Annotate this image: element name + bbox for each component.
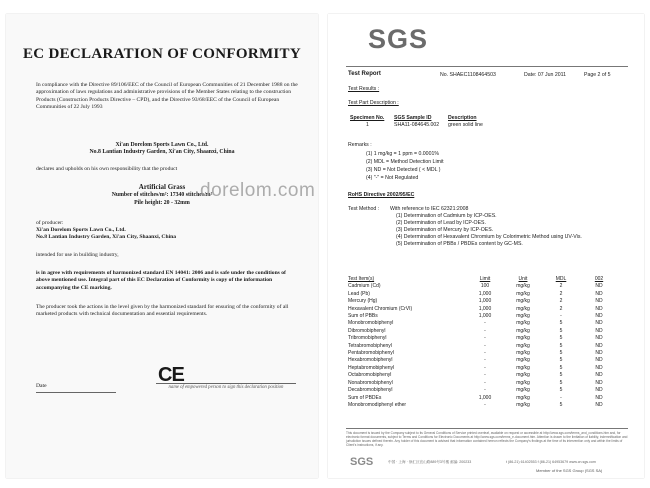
- cell: 2: [559, 283, 563, 290]
- cell: 5: [559, 350, 563, 357]
- cell: 5: [559, 401, 563, 408]
- results-table: [348, 276, 618, 409]
- declaration-title: EC DECLARATION OF CONFORMITY: [23, 46, 301, 62]
- cell: mg/kg: [516, 364, 530, 371]
- cell: mg/kg: [516, 387, 530, 394]
- cell: 2: [559, 305, 563, 312]
- ce-mark: CE: [158, 364, 184, 386]
- cell: Nonabromobiphenyl: [348, 379, 393, 386]
- cell: Mercury (Hg): [348, 298, 378, 305]
- page-number: Page 2 of 5: [584, 72, 611, 78]
- results-header-row: [348, 276, 618, 283]
- cell: 1,000: [478, 290, 492, 297]
- table-row: [348, 380, 618, 387]
- cell: mg/kg: [516, 313, 530, 320]
- remark-item: (2) MDL = Method Detection Limit: [366, 159, 444, 165]
- spec-specimen-no: 1: [366, 122, 369, 128]
- rohs-title: RoHS Directive 2002/95/EC: [348, 192, 415, 198]
- test-results-label: Test Results :: [348, 86, 380, 92]
- cell: Hexavalent Chromium (CrVI): [348, 305, 413, 312]
- cell: Decabromobiphenyl: [348, 387, 393, 394]
- cell: ND: [595, 290, 603, 297]
- cell: Heptabromobiphenyl: [348, 364, 395, 371]
- cell: -: [560, 394, 562, 401]
- table-row: [348, 320, 618, 327]
- cell: 5: [559, 320, 563, 327]
- ec-declaration-page: [6, 14, 318, 478]
- report-title: Test Report: [348, 71, 381, 77]
- table-row: [348, 313, 618, 320]
- cell: ND: [595, 401, 603, 408]
- declares-text: declares and upholds on his own responsibility that the product: [36, 166, 178, 172]
- directive-intro: In compliance with the Directive 89/106/EEC of the Council of European Communities of 21 December 1988 on the approximation of laws regulations and administrative provisions of the Member States relating to the construction Products (Construction Products Directive – CPD), and the Directive 93/68/EEC of the Council of European Communities of 22 July 1993: [36, 82, 298, 111]
- cell: 5: [559, 372, 563, 379]
- table-row: [348, 298, 618, 305]
- test-method-item: (1) Determination of Cadmium by ICP-OES.: [396, 213, 497, 219]
- cell: mg/kg: [516, 357, 530, 364]
- signature-line: [156, 383, 296, 384]
- test-part-desc-label: Test Part Description :: [348, 100, 399, 106]
- cell: mg/kg: [516, 305, 530, 312]
- test-method-item: (3) Determination of Mercury by ICP-OES.: [396, 227, 494, 233]
- footer-sgs-logo: SGS: [350, 456, 374, 468]
- cell: ND: [595, 283, 603, 290]
- cell: mg/kg: [516, 394, 530, 401]
- cell: ND: [595, 372, 603, 379]
- test-method-item: (5) Determination of PBBs / PBDEs content by GC-MS.: [396, 241, 523, 247]
- cell: 5: [559, 364, 563, 371]
- cell: -: [484, 372, 486, 379]
- cell: ND: [595, 320, 603, 327]
- cell: ND: [595, 298, 603, 305]
- cell: mg/kg: [516, 290, 530, 297]
- cell: 2: [559, 290, 563, 297]
- cell: Tetrabromobiphenyl: [348, 342, 392, 349]
- cell: 5: [559, 342, 563, 349]
- report-number: No. SHAEC1108464503: [440, 72, 496, 78]
- producer-note: The producer took the actions in the level given by the harmonized standard for ensuring of the conformity of all marketed products with technical documentation and essential requirements.: [36, 304, 289, 318]
- cell: 1,000: [478, 305, 492, 312]
- watermark: dorelom.com: [200, 180, 316, 201]
- cell: 5: [559, 387, 563, 394]
- signature-caption: name of empowered person to sign this declaration position: [168, 385, 284, 390]
- company-name: Xi'an Dorelom Sports Lawn Co., Ltd.: [115, 142, 209, 148]
- producer-company: Xi'an Dorelom Sports Lawn Co., Ltd.: [36, 227, 126, 233]
- col-unit: Unit: [518, 276, 528, 282]
- cell: ND: [595, 313, 603, 320]
- cell: 2: [559, 298, 563, 305]
- cell: mg/kg: [516, 320, 530, 327]
- sgs-logo: SGS: [368, 24, 429, 54]
- cell: Pentabromobiphenyl: [348, 350, 394, 357]
- cell: -: [560, 313, 562, 320]
- spec-description: green solid line: [448, 122, 483, 128]
- cell: Monobromodiphenyl ether: [348, 401, 407, 408]
- table-row: [348, 387, 618, 394]
- cell: 5: [559, 335, 563, 342]
- cell: mg/kg: [516, 327, 530, 334]
- cell: ND: [595, 305, 603, 312]
- table-row: [348, 335, 618, 342]
- cell: mg/kg: [516, 335, 530, 342]
- remark-item: (4) "-" = Not Regulated: [366, 175, 419, 181]
- table-row: [348, 365, 618, 372]
- cell: Lead (Pb): [348, 290, 370, 297]
- cell: Sum of PBDEs: [348, 394, 382, 401]
- cell: mg/kg: [516, 379, 530, 386]
- cell: Monobromobiphenyl: [348, 320, 394, 327]
- cell: 1,000: [478, 313, 492, 320]
- cell: ND: [595, 379, 603, 386]
- cell: 1,000: [478, 298, 492, 305]
- cell: 5: [559, 379, 563, 386]
- footer-phone: t (86-21) 61402553 f (86-21) 64953679 www.cn.sgs.com: [506, 460, 596, 464]
- cell: -: [484, 342, 486, 349]
- table-row: [348, 357, 618, 364]
- table-row: [348, 372, 618, 379]
- cell: mg/kg: [516, 298, 530, 305]
- spec-header-specimen: Specimen No.: [350, 115, 385, 121]
- cell: -: [484, 364, 486, 371]
- spec-header-description: Description: [448, 115, 477, 121]
- cell: -: [484, 379, 486, 386]
- cell: ND: [595, 327, 603, 334]
- cell: Sum of PBBs: [348, 313, 378, 320]
- footer-address: 中国 · 上海 · 徐汇区宜山路889号3号楼 邮编: 200233: [388, 460, 472, 464]
- cell: 1,000: [478, 394, 492, 401]
- header-rule: [346, 66, 628, 67]
- product-name: Artificial Grass: [138, 183, 186, 191]
- producer-address: No.8 Lantian Industry Garden, Xi'an City, Shaanxi, China: [36, 234, 177, 240]
- cell: ND: [595, 335, 603, 342]
- remarks-label: Remarks :: [348, 142, 372, 148]
- test-method-label: Test Method :: [348, 206, 380, 212]
- col-limit: Limit: [479, 276, 491, 282]
- table-row: [348, 402, 618, 409]
- cell: -: [484, 335, 486, 342]
- cell: 5: [559, 357, 563, 364]
- date-label: Date: [36, 383, 47, 389]
- product-pile-height: Pile height: 20 - 32mm: [134, 200, 190, 206]
- remark-item: (3) ND = Not Detected ( < MDL ): [366, 167, 441, 173]
- cell: mg/kg: [516, 283, 530, 290]
- test-method-item: (4) Determination of Hexavalent Chromium by Colorimetric Method using UV-Vis.: [396, 234, 582, 240]
- table-row: [348, 343, 618, 350]
- table-row: [348, 306, 618, 313]
- cell: ND: [595, 394, 603, 401]
- cell: ND: [595, 357, 603, 364]
- col-mdl: MDL: [555, 276, 567, 282]
- cell: mg/kg: [516, 372, 530, 379]
- test-method-item: With reference to IEC 62321:2008: [390, 206, 469, 212]
- table-row: [348, 350, 618, 357]
- cell: -: [484, 327, 486, 334]
- cell: Tribromobiphenyl: [348, 335, 387, 342]
- cell: ND: [595, 350, 603, 357]
- member-of-sgs: Member of the SGS Group (SGS SA): [536, 468, 603, 473]
- cell: -: [484, 401, 486, 408]
- cell: ND: [595, 342, 603, 349]
- test-method-item: (2) Determination of Lead by ICP-OES.: [396, 220, 486, 226]
- table-row: [348, 395, 618, 402]
- cell: Octabromobiphenyl: [348, 372, 392, 379]
- footer-rule: [346, 428, 628, 429]
- table-row: [348, 328, 618, 335]
- cell: -: [484, 350, 486, 357]
- date-line: [36, 392, 116, 393]
- product-stitches: Number of stitches/m²: 17340 stitches/m²: [111, 192, 213, 198]
- company-address: No.8 Lantian Industry Garden, Xi'an City, Shaanxi, China: [89, 149, 235, 155]
- sgs-test-report-page: [328, 14, 644, 478]
- cell: Dibromobiphenyl: [348, 327, 386, 334]
- cell: mg/kg: [516, 401, 530, 408]
- report-date: Date: 07 Jun 2011: [524, 72, 567, 78]
- col-test-item: Test Item(s): [348, 276, 375, 282]
- footer-terms: This document is issued by the Company subject to its General Conditions of Service printed overleaf, available on request or accessible at http://www.sgs.com/terms_and_conditions.htm and, for electronic format documents, subject to Terms and Conditions for Electronic Documents at http://www.sgs.com/terms_e-document.htm. Attention is drawn to the limitation of liability, indemnification and jurisdiction issues defined therein. Any holder of this document is advised that information contained hereon reflects the Company's findings at the time of its intervention only and within the limits of Client's instructions, if any.: [346, 431, 628, 447]
- table-row: [348, 283, 618, 290]
- cell: 5: [559, 327, 563, 334]
- producer-label: of producer:: [36, 220, 64, 226]
- cell: -: [484, 320, 486, 327]
- cell: Cadmium (Cd): [348, 283, 381, 290]
- cell: mg/kg: [516, 342, 530, 349]
- col-002: 002: [594, 276, 604, 282]
- cell: ND: [595, 387, 603, 394]
- cell: -: [484, 387, 486, 394]
- spec-header-sample-id: SGS Sample ID: [394, 115, 432, 121]
- cell: mg/kg: [516, 350, 530, 357]
- spec-sample-id: SHA11-084645.002: [394, 122, 440, 128]
- cell: 100: [480, 283, 490, 290]
- table-row: [348, 291, 618, 298]
- cell: ND: [595, 364, 603, 371]
- intended-use: intended for use in building industry,: [36, 252, 119, 258]
- cell: -: [484, 357, 486, 364]
- remark-item: (1) 1 mg/kg = 1 ppm = 0.0001%: [366, 151, 439, 157]
- conformity-statement: is in agree with requirements of harmonized standard EN 14041: 2006 and is safe under the conditions of above mentioned use. Integral part of this EC Declaration of Conformity is copy of the information accompanying the CE marking.: [36, 270, 286, 291]
- cell: Hexabromobiphenyl: [348, 357, 393, 364]
